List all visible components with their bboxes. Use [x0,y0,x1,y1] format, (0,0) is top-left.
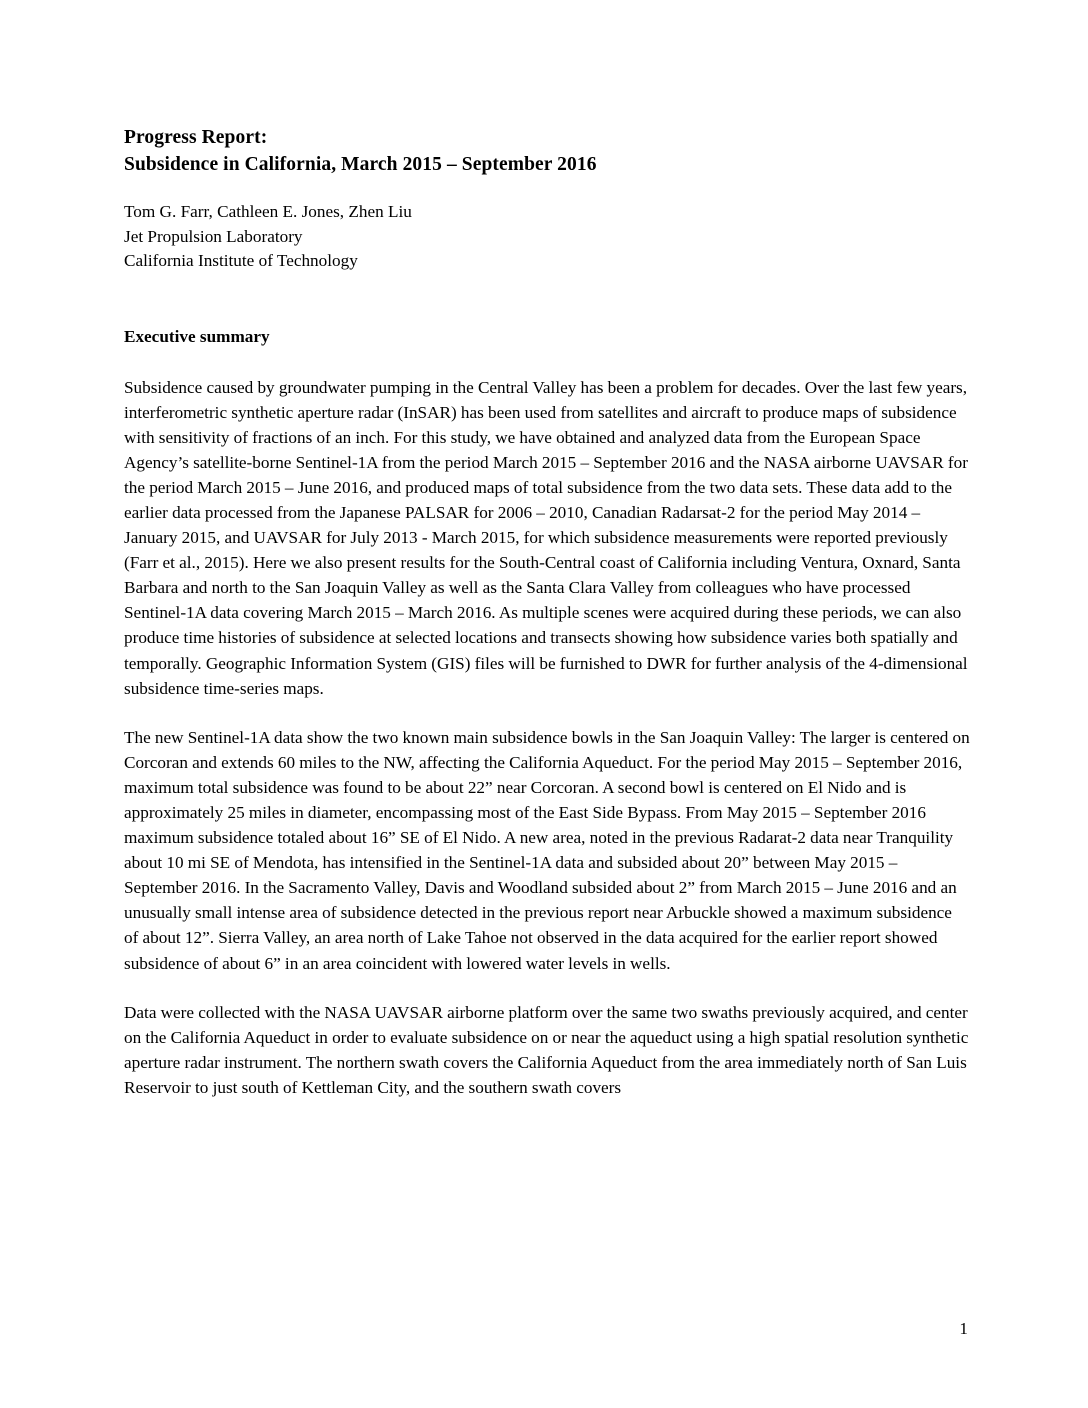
author-names: Tom G. Farr, Cathleen E. Jones, Zhen Liu [124,202,412,221]
author-institution: California Institute of Technology [124,251,358,270]
body-paragraph: Subsidence caused by groundwater pumping in the Central Valley has been a problem for decades. Over the last few years, interferometric synthetic aperture radar (InSAR) has been used from satellites and aircraft to produce maps of subsidence with sensitivity of fractions of an inch. For this study, we have obtained and analyzed data from the European Space Agency’s satellite-borne Sentinel-1A from the period March 2015 – September 2016 and the NASA airborne UAVSAR for the period March 2015 – June 2016, and produced maps of total subsidence from the two data sets. These data add to the earlier data processed from the Japanese PALSAR for 2006 – 2010, Canadian Radarsat-2 for the period May 2014 – January 2015, and UAVSAR for July 2013 - March 2015, for which subsidence measurements were reported previously (Farr et al., 2015). Here we also present results for the South-Central coast of California including Ventura, Oxnard, Santa Barbara and north to the San Joaquin Valley as well as the Santa Clara Valley from colleagues who have processed Sentinel-1A data covering March 2015 – March 2016. As multiple scenes were acquired during these periods, we can also produce time histories of subsidence at selected locations and transects showing how subsidence varies both spatially and temporally. Geographic Information System (GIS) files will be furnished to DWR for further analysis of the 4-dimensional subsidence time-series maps. [124,377,973,698]
author-block [124,200,970,274]
page-title [124,124,970,178]
body-paragraph: Data were collected with the NASA UAVSAR airborne platform over the same two swaths previously acquired, and center on the California Aqueduct in order to evaluate subsidence on or near the aqueduct using a high spatial resolution synthetic aperture radar instrument. The northern swath covers the California Aqueduct from the area immediately north of San Luis Reservoir to just south of Kettleman City, and the southern swath covers [124,1002,973,1097]
section-heading-executive-summary: Executive summary [124,326,270,346]
body-paragraph: The new Sentinel-1A data show the two known main subsidence bowls in the San Joaquin Valley: The larger is centered on Corcoran and extends 60 miles to the NW, affecting the California Aqueduct. For the period May 2015 – September 2016, maximum total subsidence was found to be about 22” near Corcoran. A second bowl is centered on El Nido and is approximately 25 miles in diameter, encompassing most of the East Side Bypass. From May 2015 – September 2016 maximum subsidence totaled about 16” SE of El Nido. A new area, noted in the previous Radarat-2 data near Tranquility about 10 mi SE of Mendota, has intensified in the Sentinel-1A data and subsided about 20” between May 2015 – September 2016. In the Sacramento Valley, Davis and Woodland subsided about 2” from March 2015 – June 2016 and an unusually small intense area of subsidence detected in the previous report near Arbuckle showed a maximum subsidence of about 12”. Sierra Valley, an area north of Lake Tahoe not observed in the data acquired for the earlier report showed subsidence of about 6” in an area coincident with lowered water levels in wells. [124,727,974,973]
page-content [124,124,974,1117]
title-line-1: Progress Report: [124,127,268,148]
page-number: 1 [959,1319,968,1338]
author-organization: Jet Propulsion Laboratory [124,226,303,246]
title-line-2: Subsidence in California, March 2015 – September 2016 [124,154,597,175]
